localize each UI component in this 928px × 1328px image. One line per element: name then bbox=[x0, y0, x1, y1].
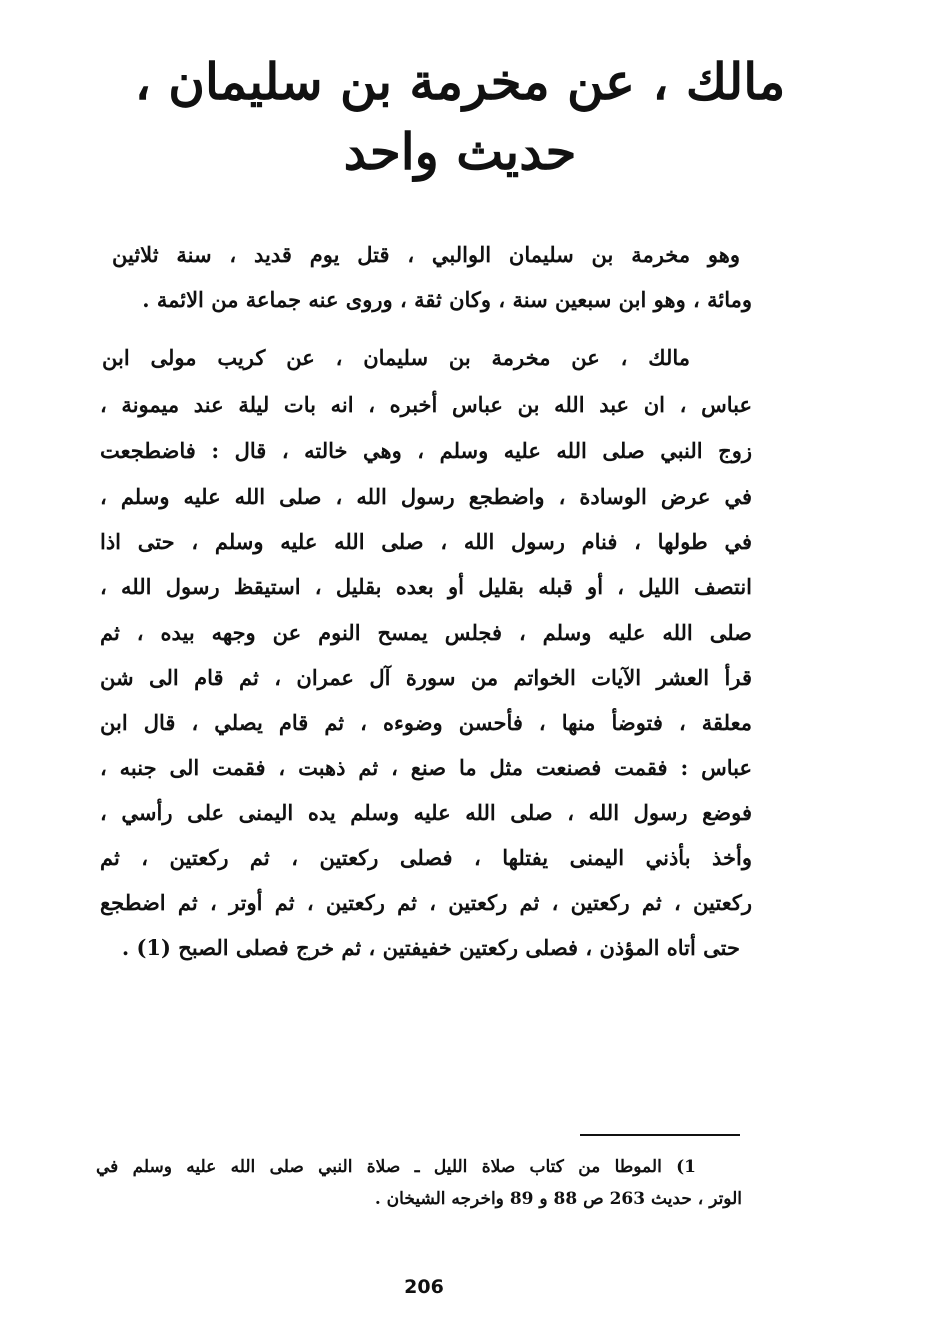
hadith-line: في عرض الوسادة ، واضطجع رسول الله ، صلى الله عليه وسلم ، bbox=[100, 484, 752, 509]
hadith-line: عباس : فقمت فصنعت مثل ما صنع ، ثم ذهبت ، فقمت الى جنبه ، bbox=[100, 755, 752, 780]
hadith-line: في طولها ، فنام رسول الله ، صلى الله عليه وسلم ، حتى اذا bbox=[100, 529, 752, 554]
hadith-line: قرأ العشر الآيات الخواتم من سورة آل عمران ، ثم قام الى شن bbox=[100, 665, 752, 690]
intro-line: وهو مخرمة بن سليمان الوالبي ، قتل يوم قديد ، سنة ثلاثين bbox=[112, 242, 740, 267]
hadith-line: وأخذ بأذني اليمنى يفتلها ، فصلى ركعتين ، ثم ركعتين ، ثم bbox=[100, 845, 752, 870]
title-line-1: مالك ، عن مخرمة بن سليمان ، bbox=[134, 52, 786, 111]
page-number: 206 bbox=[404, 1276, 444, 1298]
hadith-line: حتى أتاه المؤذن ، فصلى ركعتين خفيفتين ، ثم خرج فصلى الصبح (1) . bbox=[121, 935, 740, 960]
footnote-line: 1) الموطا من كتاب صلاة الليل ـ صلاة النبي صلى الله عليه وسلم في bbox=[96, 1157, 696, 1177]
footnote-divider bbox=[580, 1134, 740, 1136]
hadith-line: زوج النبي صلى الله عليه وسلم ، وهي خالته ، قال : فاضطجعت bbox=[100, 438, 752, 463]
hadith-line: فوضع رسول الله ، صلى الله عليه وسلم يده اليمنى على رأسي ، bbox=[100, 800, 752, 825]
hadith-line: انتصف الليل ، أو قبله بقليل أو بعده بقليل ، استيقظ رسول الله ، bbox=[100, 574, 752, 599]
hadith-line: ركعتين ، ثم ركعتين ، ثم ركعتين ، ثم ركعتين ، ثم أوتر ، ثم اضطجع bbox=[100, 890, 752, 915]
hadith-line: معلقة ، فتوضأ منها ، فأحسن وضوءه ، ثم قام يصلي ، قال ابن bbox=[100, 710, 752, 735]
title-line-2: حديث واحد bbox=[343, 122, 577, 181]
intro-line: ومائة ، وهو ابن سبعين سنة ، وكان ثقة ، وروى عنه جماعة من الائمة . bbox=[142, 287, 752, 312]
hadith-line: مالك ، عن مخرمة بن سليمان ، عن كريب مولى ابن bbox=[102, 345, 690, 370]
footnote-line: الوتر ، حديث 263 ص 88 و 89 واخرجه الشيخان . bbox=[374, 1189, 742, 1209]
hadith-line: عباس ، ان عبد الله بن عباس أخبره ، انه بات ليلة عند ميمونة ، bbox=[100, 392, 752, 417]
hadith-line: صلى الله عليه وسلم ، فجلس يمسح النوم عن وجهه بيده ، ثم bbox=[100, 620, 752, 645]
